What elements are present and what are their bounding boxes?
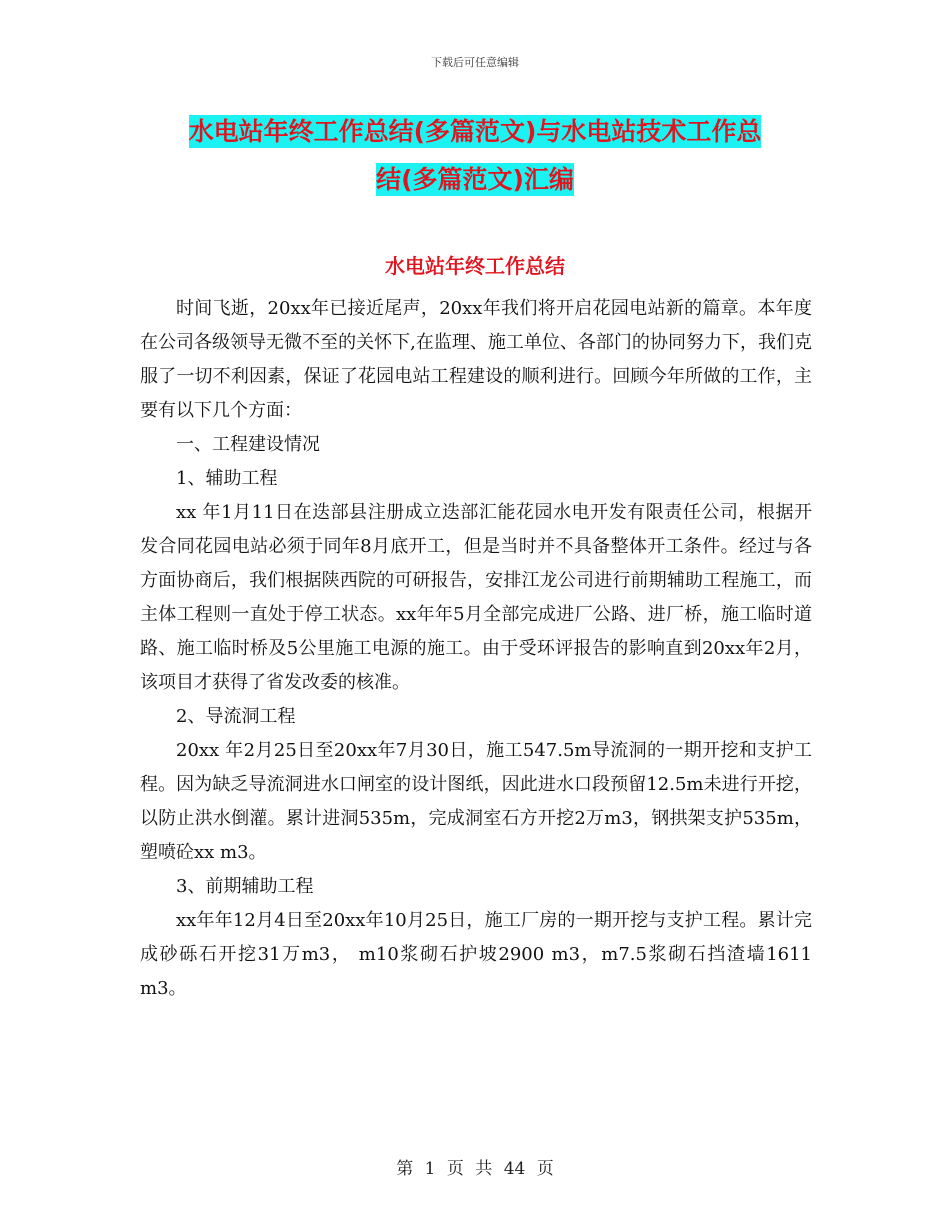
- paragraph-auxiliary-works: xx 年1月11日在迭部县注册成立迭部汇能花园水电开发有限责任公司，根据开发合同花园电站必须于同年8月底开工，但是当时并不具备整体开工条件。经过与各方面协商后，我们根据陕西院的可研报告，安排江龙公司进行前期辅助工程施工，而主体工程则一直处于停工状态。xx年年5月全部完成进厂公路、进厂桥，施工临时道路、施工临时桥及5公里施工电源的施工。由于受环评报告的影响直到20xx年2月，该项目才获得了省发改委的核准。: [140, 502, 812, 693]
- heading-engineering-status: 一、工程建设情况: [176, 434, 320, 455]
- heading-early-auxiliary: 3、前期辅助工程: [176, 876, 314, 897]
- document-title: [140, 108, 810, 204]
- title-line-2: 结(多篇范文)汇编: [376, 165, 574, 194]
- paragraph-diversion-tunnel: 20xx 年2月25日至20xx年7月30日，施工547.5m导流洞的一期开挖和支护工程。因为缺乏导流洞进水口闸室的设计图纸，因此进水口段预留12.5m未进行开挖，以防止洪水倒灌。累计进洞535m，完成洞室石方开挖2万m3，钢拱架支护535m，塑喷砼xx m3。: [140, 740, 812, 863]
- section-title: 水电站年终工作总结: [385, 254, 565, 278]
- paragraph-intro: 时间飞逝，20xx年已接近尾声，20xx年我们将开启花园电站新的篇章。本年度在公司各级领导无微不至的关怀下,在监理、施工单位、各部门的协同努力下，我们克服了一切不利因素，保证了花园电站工程建设的顺利进行。回顾今年所做的工作，主要有以下几个方面：: [140, 298, 812, 421]
- heading-diversion-tunnel: 2、导流洞工程: [176, 706, 296, 727]
- heading-auxiliary-works: 1、辅助工程: [176, 468, 278, 489]
- document-body: [140, 292, 812, 1006]
- paragraph-early-auxiliary: xx年年12月4日至20xx年10月25日，施工厂房的一期开挖与支护工程。累计完成砂砾石开挖31万m3， m10浆砌石护坡2900 m3，m7.5浆砌石挡渣墙1611 m3。: [140, 910, 812, 999]
- header-note: 下载后可任意编辑: [431, 56, 519, 69]
- title-line-1: 水电站年终工作总结(多篇范文)与水电站技术工作总: [188, 117, 762, 146]
- page-footer: 第 1 页 共 44 页: [396, 1159, 554, 1179]
